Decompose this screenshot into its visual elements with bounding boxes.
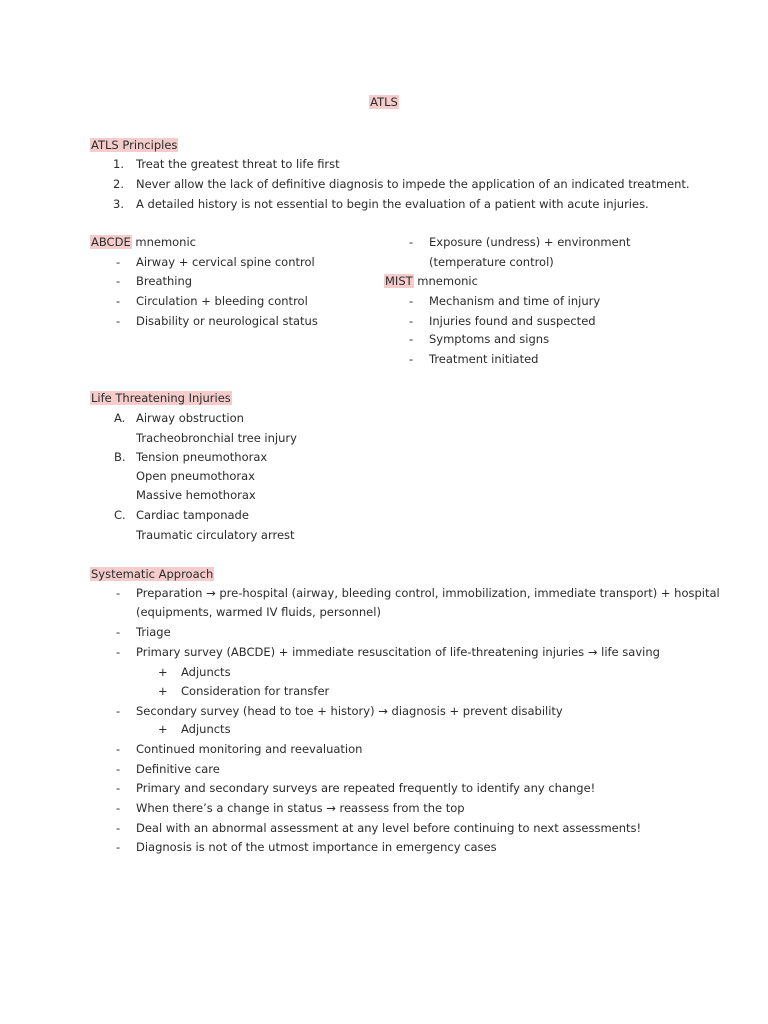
lti-item: Tension pneumothorax — [136, 450, 268, 464]
step-item: Diagnosis is not of the utmost importance in emergency cases — [136, 840, 497, 854]
bullet-dash: - — [116, 821, 121, 835]
principle-number: 2. — [113, 177, 124, 191]
mist-item: Treatment initiated — [429, 352, 539, 366]
lti-item: Massive hemothorax — [136, 488, 256, 502]
bullet-dash: - — [116, 625, 121, 639]
step-triage: Triage — [136, 625, 171, 639]
step-preparation: Preparation → pre-hospital (airway, bleeding control, immobilization, immediate transport) + hospital — [136, 586, 720, 600]
step-item: Definitive care — [136, 762, 220, 776]
bullet-dash: - — [116, 294, 121, 308]
bullet-dash: - — [409, 314, 414, 328]
mist-item: Injuries found and suspected — [429, 314, 596, 328]
bullet-dash: - — [116, 645, 121, 659]
principle-text: Treat the greatest threat to life first — [136, 157, 340, 171]
step-preparation-cont: (equipments, warmed IV fluids, personnel) — [136, 605, 381, 619]
principle-text: Never allow the lack of definitive diagnosis to impede the application of an indicated treatment. — [136, 177, 690, 191]
abcde-item-exposure: Exposure (undress) + environment — [429, 235, 631, 249]
abcde-heading: ABCDE mnemonic — [91, 235, 196, 249]
step-primary-survey: Primary survey (ABCDE) + immediate resuscitation of life-threatening injuries → life saving — [136, 645, 660, 659]
step-item: When there’s a change in status → reassess from the top — [136, 801, 465, 815]
bullet-dash: - — [116, 704, 121, 718]
sub-item: Consideration for transfer — [181, 684, 330, 698]
mist-item: Mechanism and time of injury — [429, 294, 601, 308]
abcde-item: Circulation + bleeding control — [136, 294, 308, 308]
principle-number: 3. — [113, 197, 124, 211]
bullet-plus: + — [158, 665, 168, 679]
bullet-plus: + — [158, 722, 168, 736]
lti-item: Traumatic circulatory arrest — [136, 528, 295, 542]
lti-letter: A. — [114, 411, 126, 425]
bullet-dash: - — [409, 352, 414, 366]
principles-heading: ATLS Principles — [91, 138, 178, 152]
abcde-item-exposure-cont: (temperature control) — [429, 255, 554, 269]
bullet-dash: - — [116, 742, 121, 756]
sub-item: Adjuncts — [181, 665, 231, 679]
lti-item: Open pneumothorax — [136, 469, 255, 483]
step-item: Primary and secondary surveys are repeated frequently to identify any change! — [136, 781, 596, 795]
bullet-dash: - — [116, 840, 121, 854]
lti-letter: C. — [114, 508, 126, 522]
abcde-item: Airway + cervical spine control — [136, 255, 315, 269]
abcde-item: Breathing — [136, 274, 193, 288]
sub-item: Adjuncts — [181, 722, 231, 736]
lti-item: Cardiac tamponade — [136, 508, 249, 522]
bullet-dash: - — [116, 274, 121, 288]
mist-item: Symptoms and signs — [429, 332, 550, 346]
systematic-heading: Systematic Approach — [91, 567, 214, 581]
bullet-dash: - — [116, 762, 121, 776]
abcde-item: Disability or neurological status — [136, 314, 318, 328]
bullet-dash: - — [116, 781, 121, 795]
page-title: ATLS — [370, 95, 398, 109]
lti-letter: B. — [114, 450, 126, 464]
bullet-dash: - — [409, 294, 414, 308]
bullet-dash: - — [116, 586, 121, 600]
lti-heading: Life Threatening Injuries — [91, 391, 231, 405]
bullet-dash: - — [116, 801, 121, 815]
principle-text: A detailed history is not essential to begin the evaluation of a patient with acute injuries. — [136, 197, 649, 211]
bullet-plus: + — [158, 684, 168, 698]
lti-item: Tracheobronchial tree injury — [136, 431, 297, 445]
lti-item: Airway obstruction — [136, 411, 244, 425]
bullet-dash: - — [409, 332, 414, 346]
principle-number: 1. — [113, 157, 124, 171]
bullet-dash: - — [409, 235, 414, 249]
bullet-dash: - — [116, 255, 121, 269]
mist-heading: MIST mnemonic — [385, 274, 478, 288]
bullet-dash: - — [116, 314, 121, 328]
step-item: Continued monitoring and reevaluation — [136, 742, 363, 756]
step-secondary-survey: Secondary survey (head to toe + history) → diagnosis + prevent disability — [136, 704, 563, 718]
step-item: Deal with an abnormal assessment at any level before continuing to next assessments! — [136, 821, 642, 835]
